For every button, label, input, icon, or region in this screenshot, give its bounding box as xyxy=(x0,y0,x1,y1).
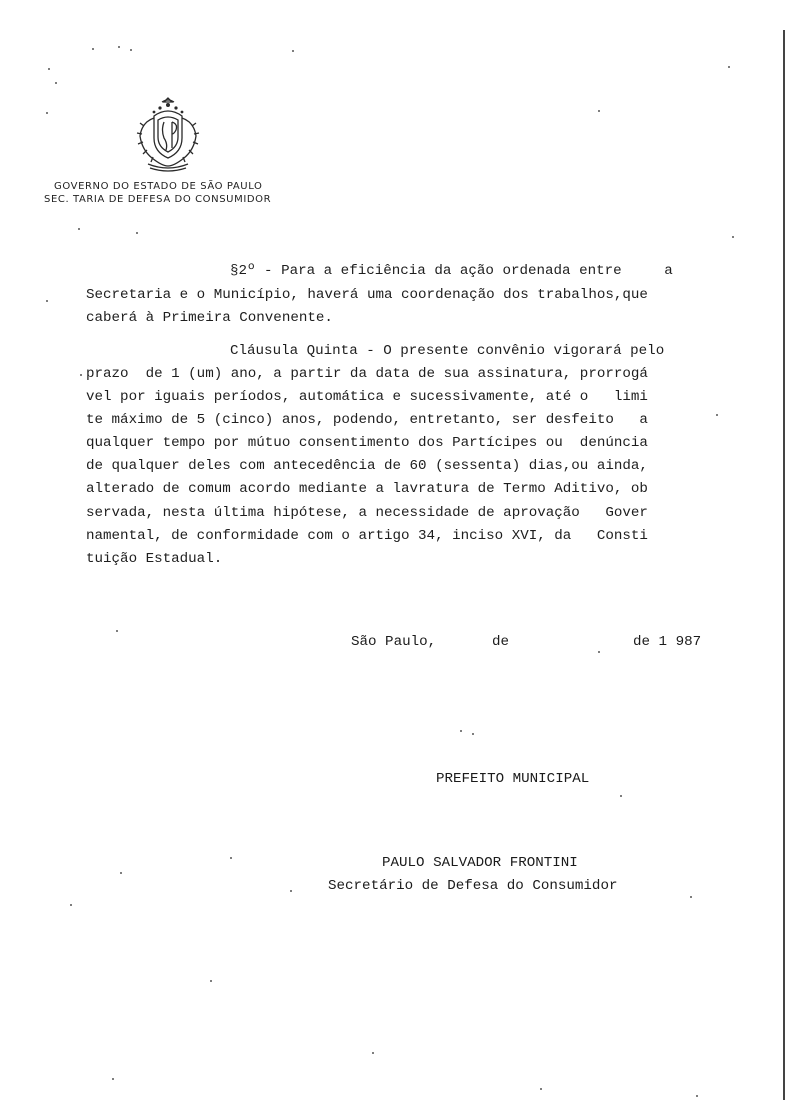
scan-speck xyxy=(48,68,50,70)
scan-speck xyxy=(70,904,72,906)
scan-speck xyxy=(696,1095,698,1097)
signatory-title: Secretário de Defesa do Consumidor xyxy=(328,878,618,894)
header-government: GOVERNO DO ESTADO DE SÃO PAULO xyxy=(54,181,263,192)
scan-speck xyxy=(732,236,734,238)
paragraph2-line: tuição Estadual. xyxy=(86,551,223,567)
paragraph1-line: §2º - Para a eficiência da ação ordenada entre a xyxy=(230,263,673,279)
paragraph2-line: vel por iguais períodos, automática e sucessivamente, até o limi xyxy=(86,389,648,405)
scan-speck xyxy=(716,414,718,416)
paragraph2-line: te máximo de 5 (cinco) anos, podendo, entretanto, ser desfeito a xyxy=(86,412,648,428)
paragraph1-line: Secretaria e o Município, haverá uma coordenação dos trabalhos,que xyxy=(86,287,648,303)
scan-speck xyxy=(598,651,600,653)
scan-speck xyxy=(118,46,120,48)
scan-speck xyxy=(598,110,600,112)
scan-speck xyxy=(472,733,474,735)
paragraph2-line: de qualquer deles com antecedência de 60 (sessenta) dias,ou ainda, xyxy=(86,458,648,474)
scan-speck xyxy=(78,228,80,230)
scan-speck xyxy=(92,48,94,50)
scan-speck xyxy=(210,980,212,982)
scan-speck xyxy=(80,374,82,376)
scan-speck xyxy=(46,112,48,114)
date-place: São Paulo, xyxy=(351,634,437,650)
paragraph2-line: qualquer tempo por mútuo consentimento dos Partícipes ou denúncia xyxy=(86,435,648,451)
date-line xyxy=(351,634,707,714)
paragraph2-line: Cláusula Quinta - O presente convênio vigorará pelo xyxy=(230,343,665,359)
signature-mayor-label: PREFEITO MUNICIPAL xyxy=(436,771,590,787)
scan-speck xyxy=(136,232,138,234)
scan-speck xyxy=(230,857,232,859)
paragraph1-line: caberá à Primeira Convenente. xyxy=(86,310,333,326)
date-year: de 1 987 xyxy=(633,634,702,650)
scan-speck xyxy=(460,730,462,732)
paragraph2-line: namental, de conformidade com o artigo 34, inciso XVI, da Consti xyxy=(86,528,648,544)
scan-speck xyxy=(112,1078,114,1080)
scan-speck xyxy=(292,50,294,52)
scan-speck xyxy=(728,66,730,68)
paragraph2-line: alterado de comum acordo mediante a lavratura de Termo Aditivo, ob xyxy=(86,481,648,497)
scan-speck xyxy=(46,300,48,302)
scan-speck xyxy=(690,896,692,898)
scan-speck xyxy=(55,82,57,84)
scan-speck xyxy=(372,1052,374,1054)
scan-speck xyxy=(290,890,292,892)
scan-speck xyxy=(116,630,118,632)
scan-speck xyxy=(540,1088,542,1090)
scan-speck xyxy=(120,872,122,874)
paragraph2-line: servada, nesta última hipótese, a necessidade de aprovação Gover xyxy=(86,505,648,521)
scan-speck xyxy=(130,49,132,51)
header-secretariat: SEC. TARIA DE DEFESA DO CONSUMIDOR xyxy=(44,194,272,205)
scan-speck xyxy=(620,795,622,797)
date-day-month: de xyxy=(492,634,510,650)
state-coat-of-arms-seal xyxy=(128,92,208,174)
page-edge-rule xyxy=(783,30,785,1100)
paragraph2-line: prazo de 1 (um) ano, a partir da data de sua assinatura, prorrogá xyxy=(86,366,648,382)
signatory-name: PAULO SALVADOR FRONTINI xyxy=(382,855,578,871)
